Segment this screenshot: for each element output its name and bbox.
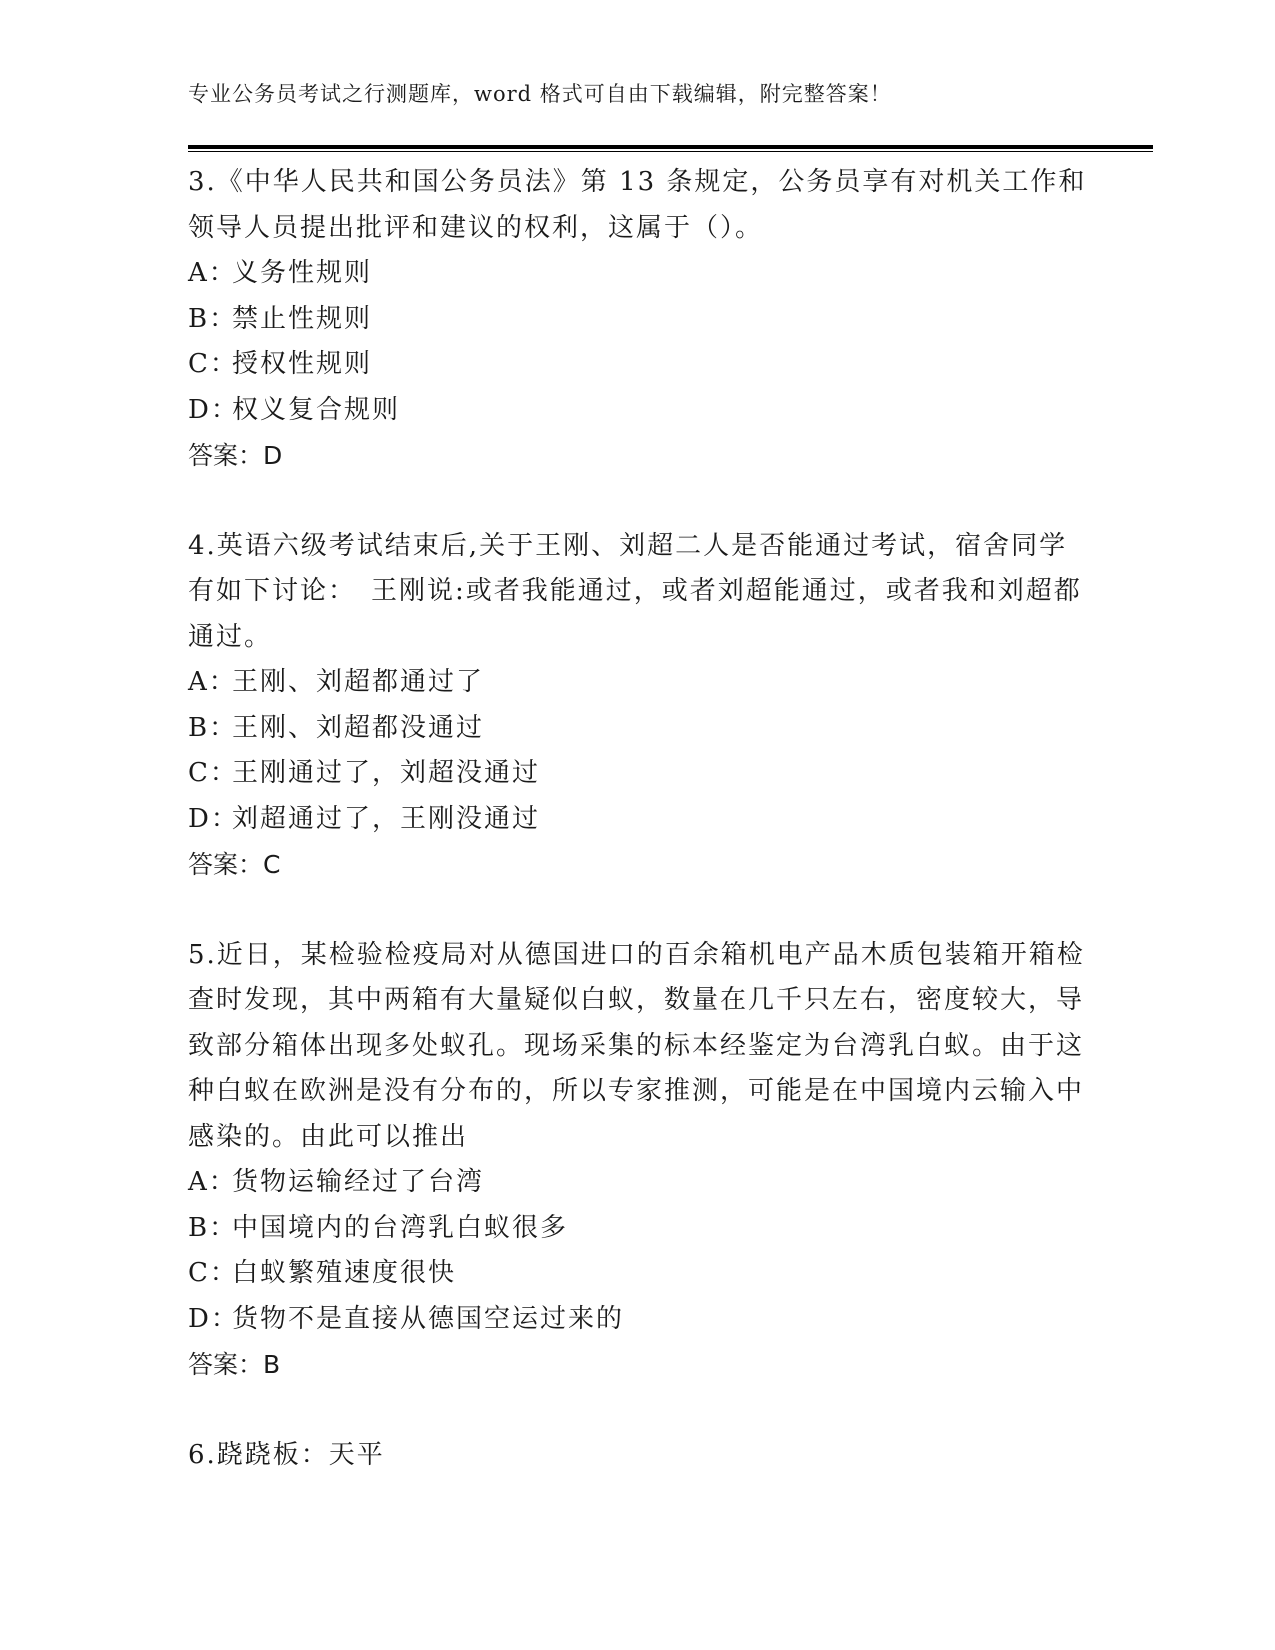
option-text: 王刚、刘超都通过了 <box>232 667 485 697</box>
option-d <box>188 797 1088 843</box>
option-a <box>188 251 1088 297</box>
option-text: 义务性规则 <box>232 258 373 288</box>
option-b <box>188 1206 1088 1252</box>
answer: 答案：D <box>188 441 283 470</box>
question-5 <box>188 933 1088 1388</box>
option-d <box>188 388 1088 434</box>
option-text: 王刚通过了，刘超没通过 <box>232 758 541 788</box>
option-key: B： <box>188 1212 238 1243</box>
option-key: A： <box>188 258 237 288</box>
page-header: 专业公务员考试之行测题库，word 格式可自由下载编辑，附完整答案！ <box>188 82 892 106</box>
option-text: 王刚、刘超都没通过 <box>232 712 485 743</box>
header-rule <box>188 145 1153 152</box>
option-key: B： <box>188 303 238 334</box>
question-text: 3.《中华人民共和国公务员法》第 13 条规定，公务员享有对机关工作和领导人员提出批评和建议的权利，这属于（）。 <box>188 167 1087 243</box>
option-text: 授权性规则 <box>232 349 373 379</box>
option-text: 刘超通过了，王刚没通过 <box>232 803 541 834</box>
option-key: D： <box>188 1303 239 1334</box>
question-4 <box>188 524 1088 888</box>
question-list <box>188 160 1088 1478</box>
option-text: 禁止性规则 <box>232 303 373 334</box>
option-b <box>188 297 1088 343</box>
option-text: 货物不是直接从德国空运过来的 <box>232 1303 625 1334</box>
option-a <box>188 660 1088 706</box>
option-c <box>188 751 1088 797</box>
option-key: D： <box>188 394 239 425</box>
option-key: A： <box>188 1167 237 1197</box>
option-text: 中国境内的台湾乳白蚁很多 <box>232 1212 569 1243</box>
option-text: 货物运输经过了台湾 <box>232 1167 485 1197</box>
answer: 答案：C <box>188 850 281 879</box>
question-text: 4.英语六级考试结束后,关于王刚、刘超二人是否能通过考试，宿舍同学有如下讨论： 王刚说:或者我能通过，或者刘超能通过，或者我和刘超都通过。 <box>188 530 1082 652</box>
option-key: C： <box>188 758 238 788</box>
question-3 <box>188 160 1088 479</box>
option-a <box>188 1160 1088 1206</box>
option-c <box>188 342 1088 388</box>
option-text: 权义复合规则 <box>232 394 401 425</box>
option-d <box>188 1297 1088 1343</box>
question-6 <box>188 1433 1088 1479</box>
option-key: B： <box>188 712 238 743</box>
option-key: A： <box>188 667 237 697</box>
option-text: 白蚁繁殖速度很快 <box>232 1258 457 1288</box>
option-c <box>188 1251 1088 1297</box>
question-text: 5.近日，某检验检疫局对从德国进口的百余箱机电产品木质包装箱开箱检查时发现，其中两箱有大量疑似白蚁，数量在几千只左右，密度较大，导致部分箱体出现多处蚁孔。现场采集的标本经鉴定为台湾乳白蚁。由于这种白蚁在欧洲是没有分布的，所以专家推测，可能是在中国境内云输入中感染的。由此可以推出 <box>188 939 1085 1152</box>
option-b <box>188 706 1088 752</box>
answer: 答案：B <box>188 1350 281 1379</box>
option-key: C： <box>188 349 238 379</box>
option-key: D： <box>188 803 239 834</box>
question-text: 6.跷跷板：天平 <box>188 1439 385 1470</box>
option-key: C： <box>188 1258 238 1288</box>
